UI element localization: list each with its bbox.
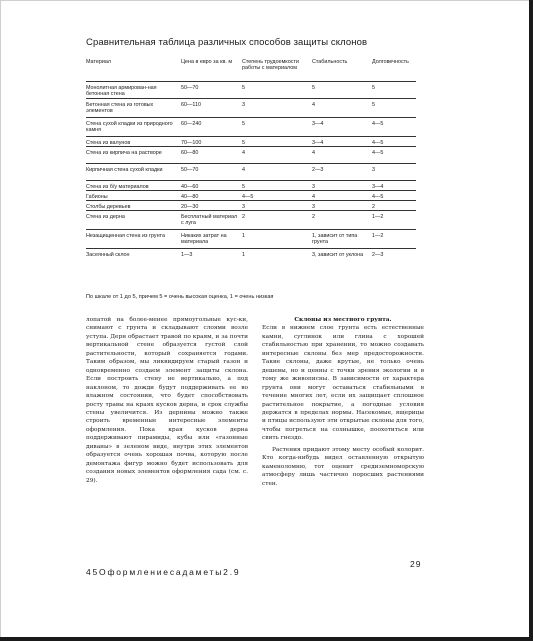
- table-cell: 60—240: [181, 121, 202, 127]
- table-cell: 5: [312, 85, 315, 91]
- header-labor: Степень трудоемкости работы с материалом: [242, 59, 299, 72]
- table-cell: Стена из валунов: [86, 140, 131, 146]
- table-cell: 2: [242, 214, 245, 220]
- table-row: [86, 136, 416, 146]
- table-row: [86, 163, 416, 180]
- table-cell: Незащищенная стена из грунта: [86, 233, 165, 239]
- header-price: Цена в евро за кв. м: [181, 59, 233, 65]
- table-cell: 4: [312, 194, 315, 200]
- table-cell: 2: [372, 204, 375, 210]
- table-cell: Монолитная армирован-ная бетонная стена: [86, 85, 157, 98]
- table-row: [86, 180, 416, 190]
- table-row: [86, 229, 416, 248]
- table-row: [86, 200, 416, 210]
- table-cell: 70—100: [181, 140, 202, 146]
- table-cell: 3—4: [312, 140, 324, 146]
- table-cell: 4: [242, 167, 245, 173]
- table-cell: 3, зависит от уклона: [312, 252, 364, 258]
- paragraph: Растения придают этому месту особый колорит. Кто когда-нибудь видел оставленную открытую каменоломню, тот оценит средиземноморскую атмосферу лишь частично поросших растениями стен.: [262, 446, 424, 487]
- table-cell: 40—60: [181, 184, 199, 190]
- table-cell: Стена из кирпича на растворе: [86, 150, 162, 156]
- table-header: [86, 59, 416, 81]
- table-cell: 50—70: [181, 167, 199, 173]
- table-cell: 3: [372, 167, 375, 173]
- table-cell: 2—3: [312, 167, 324, 173]
- table-cell: 1: [242, 233, 245, 239]
- table-cell: Бетонная стена из готовых элементов: [86, 102, 154, 115]
- table-cell: 4: [312, 150, 315, 156]
- table-row: [86, 117, 416, 136]
- table-cell: 5: [242, 121, 245, 127]
- table-row: [86, 210, 416, 229]
- table-cell: Стена из б/у материалов: [86, 184, 149, 190]
- page-number: 29: [410, 559, 422, 569]
- table-cell: Засеянный склон: [86, 252, 130, 258]
- table-cell: 5: [242, 85, 245, 91]
- table-cell: 2: [312, 214, 315, 220]
- table-cell: 3: [242, 204, 245, 210]
- table-row: [86, 146, 416, 163]
- table-cell: Стена из дерна: [86, 214, 125, 220]
- table-cell: Столбы деревьев: [86, 204, 131, 210]
- table-cell: 3—4: [312, 121, 324, 127]
- table-cell: 4—5: [242, 194, 254, 200]
- table-cell: 4—5: [372, 194, 384, 200]
- table-cell: Никаких затрат на материала: [181, 233, 227, 246]
- table-cell: 5: [372, 102, 375, 108]
- table-cell: 1—2: [372, 233, 384, 239]
- page-title: Сравнительная таблица различных способов защиты склонов: [86, 37, 368, 48]
- table-cell: 4—5: [372, 150, 384, 156]
- table-cell: 50—70: [181, 85, 199, 91]
- paragraph: Если в нижнем слое грунта есть естественные камни, суглинок или глина с хорошей стабильностью при хранении, то можно создавать интересные склоны без мер предосторожности. Такие склоны, даже крутые, не только очень дешевы, но и ценны с точки зрения экологии и в тому же живописны. В зависимости от характера грунта они могут оставаться стабильными в течение многих лет, если их защищает сплошное растительное покрытие, а погодные условия держатся в пределах нормы. Насекомые, ящерицы и птицы используют эти открытые склоны для того, чтобы погреться на солнышке, поохотиться или свить гнездо.: [262, 325, 424, 442]
- table-cell: 1: [242, 252, 245, 258]
- table-cell: 2—3: [372, 252, 384, 258]
- paragraph: лопатой на более-менее прямоугольные кус-ки, снимают с грунта и складывают слоями возле уступа. Дерн обрастает травой по краям, и за почти вертикальной стене образуется густой слой растительности, который сохраняется годами. Таким образом, мы ликвидируем старый газон и одновременно создаем элемент защиты склона. Если построить стену не вертикально, а под наклоном, то дожди будут поддерживать ее во влажном состоянии, что будет способствовать росту травы на краях кусков дерна, и срок службы стены увеличится. Из дернины можно также строить временные интересные элементы оформления. Пока края кусков дерна поддерживают пирамиды, кубы или «газонные диваны» в зеленом виде, внутри этих элементов образуется очень хорошая почва, которую после демонтажа фигур можно будет использовать для создания новых элементов оформления сада (см. с. 29).: [86, 317, 248, 484]
- table-cell: 3: [242, 102, 245, 108]
- text-column-right: [262, 316, 424, 488]
- table-cell: Стена сухой кладки из природного камня: [86, 121, 173, 134]
- footer-source: 45Оформлениесадаметы2.9: [86, 567, 241, 577]
- table-cell: 5: [372, 85, 375, 91]
- table-row: [86, 98, 416, 117]
- table-cell: 4—5: [372, 140, 384, 146]
- table-cell: 1—3: [181, 252, 193, 258]
- table-cell: 3: [312, 204, 315, 210]
- table-cell: 1, зависит от типа грунта: [312, 233, 358, 246]
- table-cell: 5: [242, 184, 245, 190]
- table-cell: 60—110: [181, 102, 201, 108]
- table-cell: Кирпичная стена сухой кладки: [86, 167, 163, 173]
- table-cell: 4—5: [372, 121, 384, 127]
- table-cell: 3—4: [372, 184, 384, 190]
- table-body: [86, 81, 416, 263]
- table-footnote: По шкале от 1 до 5, причем 5 = очень высокая оценка, 1 = очень низкая: [86, 294, 274, 300]
- header-material: Материал: [86, 59, 111, 65]
- table-cell: 5: [242, 140, 245, 146]
- table-cell: Бесплатный материал с луга: [181, 214, 238, 227]
- table-row: [86, 248, 416, 263]
- table-row: [86, 81, 416, 98]
- header-stability: Стабильность: [312, 59, 348, 65]
- section-heading: Склоны из местного грунта.: [294, 317, 392, 323]
- table-row: [86, 190, 416, 200]
- table-cell: 4: [312, 102, 315, 108]
- table-cell: 40—80: [181, 194, 199, 200]
- comparison-table: [86, 59, 416, 263]
- table-cell: 1—2: [372, 214, 384, 220]
- table-cell: 3: [312, 184, 315, 190]
- text-column-left: [86, 316, 248, 485]
- table-cell: 20—30: [181, 204, 199, 210]
- table-cell: 4: [242, 150, 245, 156]
- table-cell: 60—80: [181, 150, 199, 156]
- table-cell: Габионы: [86, 194, 108, 200]
- header-durability: Долговечность: [372, 59, 409, 65]
